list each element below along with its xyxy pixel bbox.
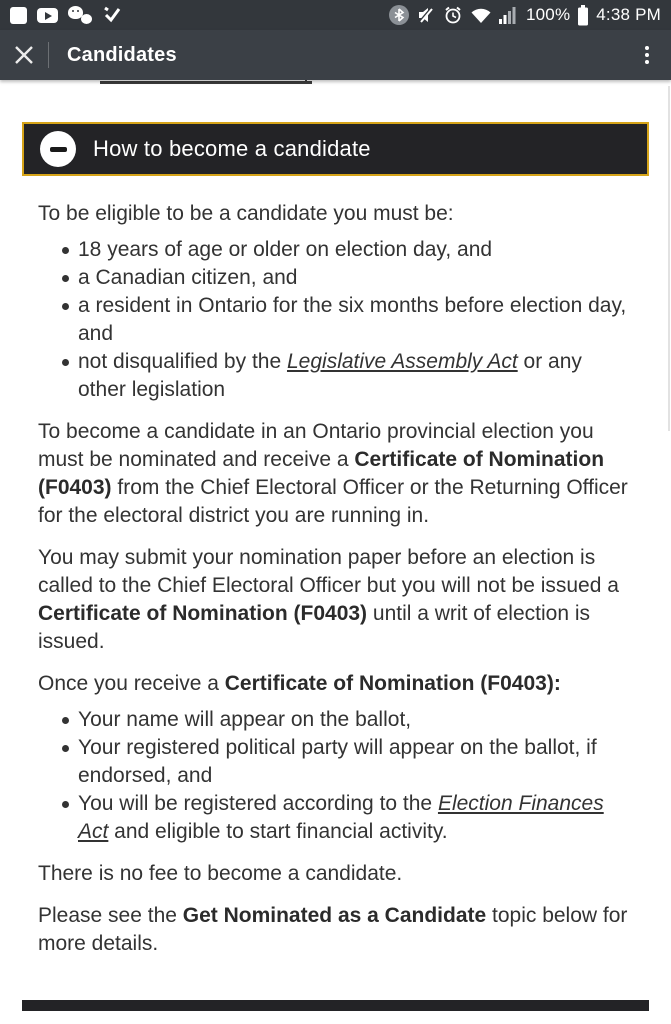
battery-percent: 100% — [526, 5, 571, 24]
text: To become a candidate in an Ontario provincial election you must be nominated and receive a — [38, 420, 594, 471]
text: a Canadian citizen, and — [78, 266, 298, 289]
text: Please see the — [38, 904, 183, 927]
text: 18 years of age or older on election day, and — [78, 238, 493, 261]
page-title: Candidates — [67, 43, 177, 66]
bold-text: Certificate of Nomination (F0403) — [38, 602, 368, 625]
wifi-icon — [470, 6, 492, 24]
paragraph — [38, 200, 633, 228]
list-item — [38, 706, 633, 734]
paragraph — [38, 418, 633, 530]
clock-time: 4:38 PM — [596, 5, 661, 24]
act-link[interactable]: Election Finances Act — [78, 792, 604, 843]
text: and eligible to start financial activity. — [108, 820, 448, 843]
text: not disqualified by the — [78, 350, 287, 373]
list-item — [38, 236, 633, 264]
text: or any other legislation — [78, 350, 582, 401]
text: Your name will appear on the ballot, — [78, 708, 412, 731]
appbar-divider — [48, 42, 49, 68]
notification-icons — [10, 5, 122, 25]
text: from the Chief Electoral Officer or the Returning Officer for the electoral district you are running in. — [38, 476, 628, 527]
alarm-icon — [443, 5, 463, 25]
accordion-body — [0, 200, 671, 958]
bullet-list — [38, 236, 633, 404]
battery-icon — [577, 5, 589, 26]
clipped-text-remnant-tick — [305, 80, 307, 84]
list-item — [38, 292, 633, 348]
list-item — [38, 264, 633, 292]
app-placeholder-icon — [10, 7, 27, 24]
text: until a writ of election is issued. — [38, 602, 590, 653]
text: Your registered political party will appear on the ballot, if endorsed, and — [78, 736, 597, 787]
text: There is no fee to become a candidate. — [38, 862, 403, 885]
text: You may submit your nomination paper before an election is called to the Chief Electoral Officer but you will not be issued a — [38, 546, 619, 597]
overflow-menu-button[interactable] — [623, 30, 671, 80]
text: topic below for more details. — [38, 904, 628, 955]
bluetooth-icon — [389, 5, 409, 25]
list-item — [38, 790, 633, 846]
system-icons — [389, 5, 661, 26]
accordion-header[interactable] — [22, 122, 649, 176]
status-bar — [0, 0, 671, 30]
text: a resident in Ontario for the six months before election day, and — [78, 294, 627, 345]
paragraph — [38, 670, 633, 698]
next-section-header-partial[interactable] — [22, 1000, 649, 1011]
signal-icon — [499, 6, 519, 24]
close-button[interactable] — [0, 30, 48, 80]
mute-icon — [416, 5, 436, 25]
list-item — [38, 348, 633, 404]
text: You will be registered according to the — [78, 792, 438, 815]
bold-text: Get Nominated as a Candidate — [182, 904, 487, 927]
collapse-minus-icon — [40, 131, 76, 167]
text: To be eligible to be a candidate you must be: — [38, 202, 454, 225]
wechat-icon — [68, 6, 92, 24]
paragraph — [38, 902, 633, 958]
clipped-text-remnant — [100, 81, 312, 84]
youtube-icon — [37, 8, 58, 23]
tasks-check-icon — [102, 5, 122, 25]
accordion-how-to-become-candidate — [22, 122, 649, 176]
scrollbar-thumb[interactable] — [668, 86, 670, 431]
app-bar — [0, 30, 671, 80]
bullet-list — [38, 706, 633, 846]
paragraph — [38, 544, 633, 656]
list-item — [38, 734, 633, 790]
act-link[interactable]: Legislative Assembly Act — [286, 350, 518, 373]
paragraph — [38, 860, 633, 888]
accordion-title: How to become a candidate — [93, 136, 371, 161]
content-area — [0, 80, 671, 1024]
bold-text: Certificate of Nomination (F0403) — [38, 448, 605, 499]
bold-text: Certificate of Nomination (F0403): — [224, 672, 561, 695]
text: Once you receive a — [38, 672, 225, 695]
